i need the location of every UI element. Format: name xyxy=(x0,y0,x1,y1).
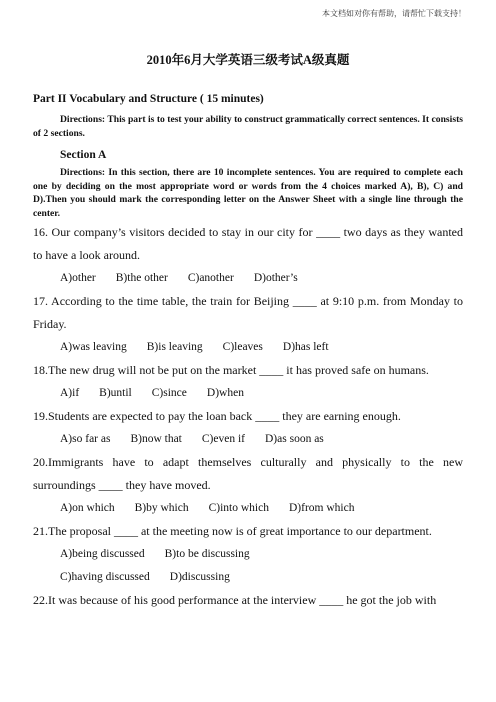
page-title: 2010年6月大学英语三级考试A级真题 xyxy=(146,53,350,67)
question-item xyxy=(33,451,463,520)
answer-option: B)now that xyxy=(130,432,182,445)
answer-option: D)discussing xyxy=(169,570,230,583)
section-directions: Directions: In this section, there are 10 incomplete sentences. You are required to complete each one by deciding on the most appropriate word or words from the 4 choices marked A), B), C) and D).Then you should mark the corresponding letter on the Answer Sheet with a single line through the center. xyxy=(33,167,463,219)
question-list xyxy=(33,221,463,612)
answer-option: A)so far as xyxy=(60,432,111,445)
answer-option: B)the other xyxy=(115,271,168,284)
question-item xyxy=(33,520,463,589)
part-title: Part II Vocabulary and Structure ( 15 minutes) xyxy=(33,93,264,105)
answer-option: B)until xyxy=(99,386,132,399)
answer-option: B)is leaving xyxy=(146,340,203,353)
option-row xyxy=(33,336,463,359)
answer-option: D)has left xyxy=(282,340,329,353)
answer-option: A)if xyxy=(60,386,80,399)
answer-option: B)by which xyxy=(134,501,189,514)
option-row xyxy=(33,267,463,290)
answer-option: A)was leaving xyxy=(60,340,127,353)
option-row xyxy=(33,543,463,566)
answer-option: A)other xyxy=(60,271,96,284)
answer-option: B)to be discussing xyxy=(164,547,250,560)
option-row xyxy=(33,497,463,520)
option-row xyxy=(33,382,463,405)
question-text: 21.The proposal ____ at the meeting now is of great importance to our department. xyxy=(33,523,432,538)
answer-option: C)even if xyxy=(201,432,245,445)
part-directions: Directions: This part is to test your ability to construct grammatically correct sentences. It consists of 2 sections. xyxy=(33,114,463,139)
answer-option: C)into which xyxy=(208,501,269,514)
question-item xyxy=(33,290,463,359)
answer-option: C)having discussed xyxy=(60,570,150,583)
answer-option: A)on which xyxy=(60,501,115,514)
answer-option: D)as soon as xyxy=(265,432,324,445)
question-item xyxy=(33,589,463,612)
document-content xyxy=(33,93,463,612)
option-row xyxy=(33,566,463,589)
question-text: 16. Our company’s visitors decided to stay in our city for ____ two days as they wanted to have a look around. xyxy=(33,224,463,262)
question-item xyxy=(33,221,463,290)
answer-option: C)another xyxy=(187,271,234,284)
question-item xyxy=(33,359,463,405)
question-item xyxy=(33,405,463,451)
answer-option: D)from which xyxy=(288,501,355,514)
question-text: 17. According to the time table, the train for Beijing ____ at 9:10 p.m. from Monday to Friday. xyxy=(33,293,463,331)
section-title: Section A xyxy=(60,149,107,162)
answer-option: C)leaves xyxy=(222,340,263,353)
answer-option: D)other’s xyxy=(253,271,298,284)
answer-option: D)when xyxy=(206,386,244,399)
header-note: 本文档如对你有帮助，请帮忙下载支持！ xyxy=(322,9,466,18)
question-text: 22.It was because of his good performance at the interview ____ he got the job with xyxy=(33,592,437,607)
answer-option: A)being discussed xyxy=(60,547,145,560)
question-text: 19.Students are expected to pay the loan back ____ they are earning enough. xyxy=(33,408,401,423)
question-text: 18.The new drug will not be put on the market ____ it has proved safe on humans. xyxy=(33,362,429,377)
option-row xyxy=(33,428,463,451)
answer-option: C)since xyxy=(151,386,187,399)
question-text: 20.Immigrants have to adapt themselves culturally and physically to the new surroundings ____ they have moved. xyxy=(33,454,463,492)
